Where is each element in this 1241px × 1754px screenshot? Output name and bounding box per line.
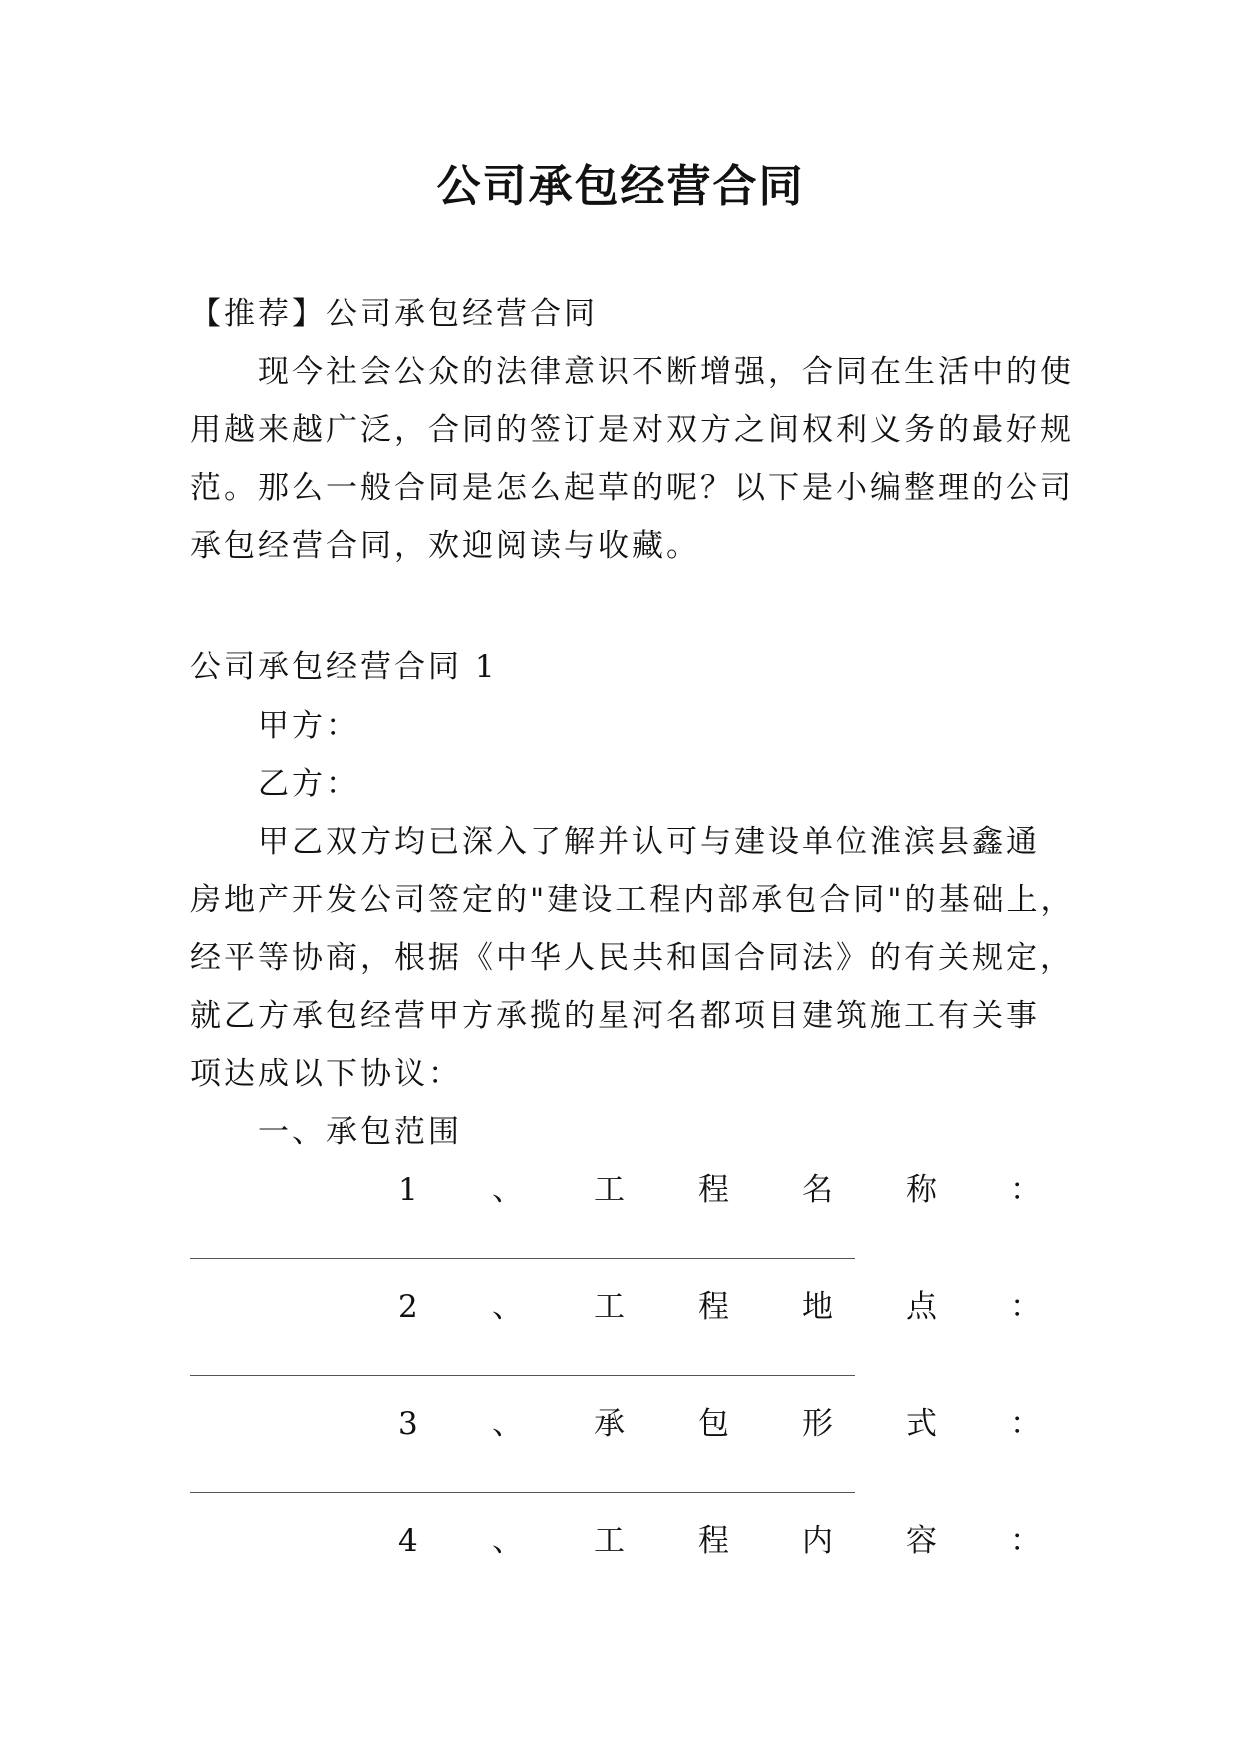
item-char: 地 xyxy=(802,1289,833,1325)
item-separator: 、 xyxy=(492,1289,523,1325)
fill-in-line xyxy=(190,1492,855,1493)
item-number: 1 xyxy=(398,1172,418,1208)
item-char: 程 xyxy=(698,1523,729,1559)
intro-line: 现今社会公众的法律意识不断增强，合同在生活中的使 xyxy=(258,354,1074,390)
item-char: 式 xyxy=(906,1406,937,1442)
intro-line: 承包经营合同，欢迎阅读与收藏。 xyxy=(190,528,700,564)
scope-item-1 xyxy=(190,1170,1070,1210)
party-b-label: 乙方： xyxy=(258,766,360,802)
body-line: 经平等协商，根据《中华人民共和国合同法》的有关规定， xyxy=(190,940,1074,976)
intro-line: 范。那么一般合同是怎么起草的呢？以下是小编整理的公司 xyxy=(190,470,1074,506)
scope-item-3 xyxy=(190,1404,1070,1444)
scope-item-2 xyxy=(190,1287,1070,1327)
section-title: 公司承包经营合同 1 xyxy=(190,649,498,685)
item-separator: 、 xyxy=(492,1523,523,1559)
body-line: 就乙方承包经营甲方承揽的星河名都项目建筑施工有关事 xyxy=(190,998,1040,1034)
item-colon: ： xyxy=(1010,1172,1041,1208)
fill-in-line xyxy=(190,1375,855,1376)
item-char: 名 xyxy=(802,1172,833,1208)
item-char: 容 xyxy=(906,1523,937,1559)
item-char: 工 xyxy=(594,1523,625,1559)
intro-line: 用越来越广泛，合同的签订是对双方之间权利义务的最好规 xyxy=(190,412,1074,448)
body-line: 项达成以下协议： xyxy=(190,1056,462,1092)
item-char: 称 xyxy=(906,1172,937,1208)
item-colon: ： xyxy=(1010,1523,1041,1559)
item-char: 程 xyxy=(698,1172,729,1208)
item-char: 形 xyxy=(802,1406,833,1442)
item-char: 包 xyxy=(698,1406,729,1442)
clause-title: 一、承包范围 xyxy=(258,1114,462,1150)
body-line: 房地产开发公司签定的"建设工程内部承包合同"的基础上， xyxy=(190,882,1075,918)
item-char: 工 xyxy=(594,1289,625,1325)
item-char: 点 xyxy=(906,1289,937,1325)
item-colon: ： xyxy=(1010,1406,1041,1442)
item-colon: ： xyxy=(1010,1289,1041,1325)
document-title: 公司承包经营合同 xyxy=(436,161,805,212)
item-separator: 、 xyxy=(492,1406,523,1442)
party-a-label: 甲方： xyxy=(258,708,360,744)
item-char: 承 xyxy=(594,1406,625,1442)
document-subtitle: 【推荐】公司承包经营合同 xyxy=(190,296,598,332)
item-number: 4 xyxy=(398,1523,418,1559)
fill-in-line xyxy=(190,1258,855,1259)
item-char: 程 xyxy=(698,1289,729,1325)
item-separator: 、 xyxy=(492,1172,523,1208)
scope-item-4 xyxy=(190,1521,1070,1561)
item-char: 内 xyxy=(802,1523,833,1559)
body-line: 甲乙双方均已深入了解并认可与建设单位淮滨县鑫通 xyxy=(258,824,1040,860)
item-number: 2 xyxy=(398,1289,418,1325)
item-number: 3 xyxy=(398,1406,418,1442)
item-char: 工 xyxy=(594,1172,625,1208)
